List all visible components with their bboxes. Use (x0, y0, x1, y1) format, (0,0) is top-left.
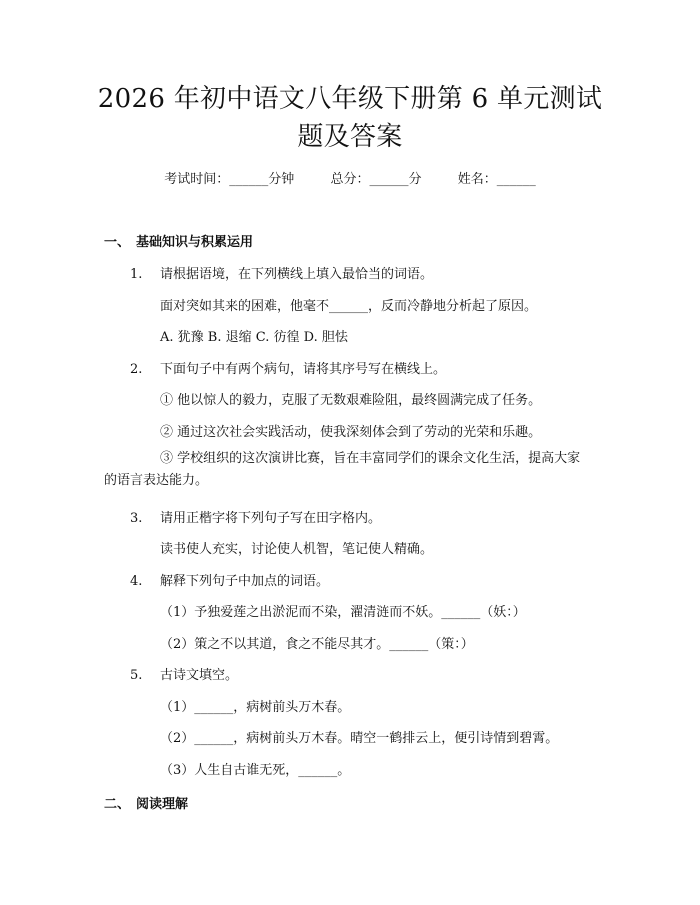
question-3 (130, 507, 381, 526)
question-5-item-2: （2）______，病树前头万木春。晴空一鹤排云上，便引诗情到碧霄。 (160, 731, 559, 746)
section-title: 基础知识与积累运用 (136, 235, 254, 250)
question-4-item-2: （2）策之不以其道，食之不能尽其才。______（策：） (160, 637, 474, 652)
section-number: 一、 (104, 235, 131, 250)
question-number: 1. (130, 267, 143, 282)
question-number: 5. (130, 668, 143, 683)
section-number: 二、 (104, 797, 131, 812)
total-score-field: 总分：______分 (330, 172, 422, 187)
question-4 (130, 570, 329, 589)
question-1 (130, 263, 433, 282)
question-2 (130, 358, 446, 377)
question-2-sentence-2: ② 通过这次社会实践活动，使我深刻体会到了劳动的光荣和乐趣。 (160, 425, 542, 440)
question-1-options: A. 犹豫 B. 退缩 C. 彷徨 D. 胆怯 (160, 330, 348, 345)
question-stem: 请根据语境，在下列横线上填入最恰当的词语。 (160, 267, 434, 282)
question-number: 4. (130, 574, 143, 589)
question-5 (130, 664, 238, 683)
question-2-sentence-1: ① 他以惊人的毅力，克服了无数艰难险阻，最终圆满完成了任务。 (160, 393, 542, 408)
question-stem: 古诗文填空。 (160, 668, 239, 683)
question-4-item-1: （1）予独爱莲之出淤泥而不染，濯清涟而不妖。______（妖：） (160, 605, 526, 620)
section-title: 阅读理解 (136, 797, 189, 812)
section-heading-1 (104, 231, 253, 250)
question-5-item-3: （3）人生自古谁无死，______。 (160, 763, 351, 778)
question-3-text: 读书使人充实，讨论使人机智，笔记使人精确。 (160, 542, 434, 557)
question-number: 3. (130, 511, 143, 526)
document-title: 2026 年初中语文八年级下册第 6 单元测试题及答案 (97, 84, 603, 152)
question-1-text: 面对突如其来的困难，他毫不______，反而冷静地分析起了原因。 (160, 299, 538, 314)
question-stem: 解释下列句子中加点的词语。 (160, 574, 330, 589)
question-stem: 请用正楷字将下列句子写在田字格内。 (160, 511, 382, 526)
question-5-item-1: （1）______，病树前头万木春。 (160, 700, 351, 715)
question-stem: 下面句子中有两个病句，请将其序号写在横线上。 (160, 362, 447, 377)
question-number: 2. (130, 362, 143, 377)
exam-time-field: 考试时间：______分钟 (164, 172, 295, 187)
student-name-field: 姓名：______ (457, 172, 536, 187)
section-heading-2 (104, 793, 188, 812)
exam-meta (0, 168, 700, 187)
question-2-sentence-3: ③ 学校组织的这次演讲比赛，旨在丰富同学们的课余文化生活，提高大家的语言表达能力。 (104, 451, 581, 488)
